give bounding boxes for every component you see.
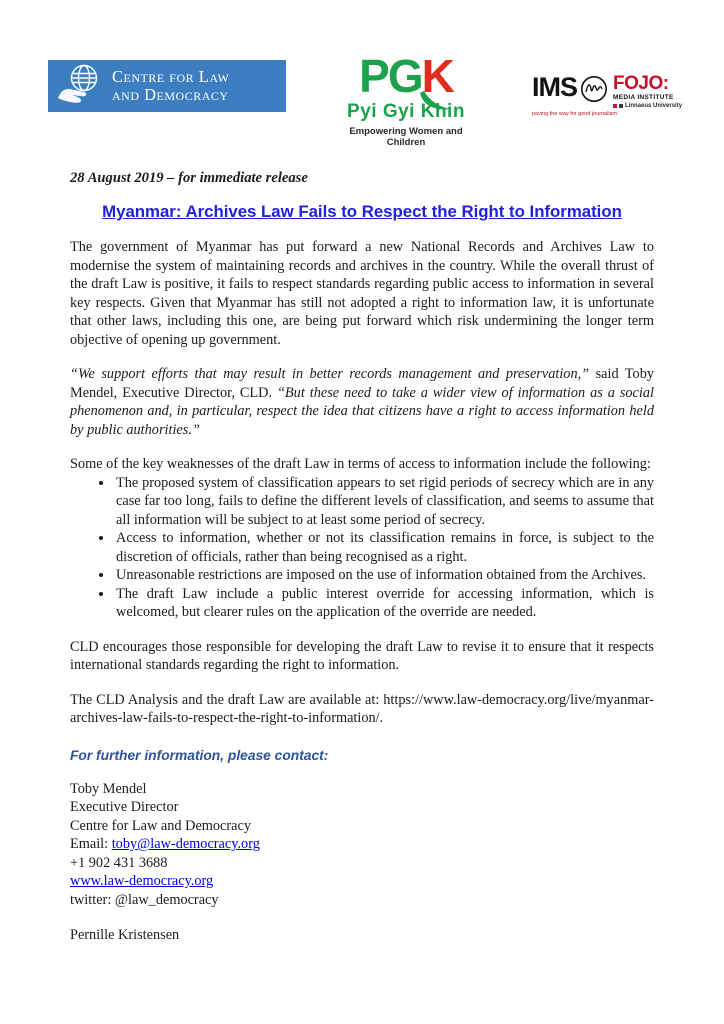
list-item: • Access to information, whether or not its classification remains in force, is subject to the discretion of officials, rather than being recognised as a right. bbox=[114, 529, 654, 566]
contact-website-line bbox=[70, 872, 654, 891]
ims-fojo-row bbox=[532, 74, 702, 109]
fojo-wordmark: FOJO: bbox=[613, 73, 669, 94]
linnaeus-university-label: Linnaeus University bbox=[625, 103, 683, 109]
paragraph-intro: The government of Myanmar has put forward a new National Records and Archives Law to modernise the system of maintaining records and archives in the country. While the overall thrust of the draft Law is positive, it fails to respect standards regarding public access to information in several key respects. Given that Myanmar has still not adopted a right to information law, it is unfortunate that other laws, including this one, are being put forward which risk undermining the longer term objective of opening up government. bbox=[70, 239, 654, 348]
quote-attribution: said Toby Mendel, Executive Director, CLD. bbox=[70, 366, 654, 401]
availability-url: https://www.law-democracy.org/live/myanmar-archives-law-fails-to-respect-the-right-to-information/ bbox=[70, 691, 654, 726]
fojo-block bbox=[613, 74, 682, 109]
contact-phone: +1 902 431 3688 bbox=[70, 854, 168, 871]
list-item: • The proposed system of classification appears to set rigid periods of secrecy which are in any case far too long, fails to define the different levels of classification, and seems to assume that all information will be subject to at least some period of secrecy. bbox=[114, 474, 654, 530]
ims-wordmark: IMS bbox=[532, 72, 578, 102]
paragraph-weaknesses-intro: Some of the key weaknesses of the draft Law in terms of access to information include the following: bbox=[70, 456, 651, 472]
quote-part-2: “But these need to take a wider view of information as a social phenomenon and, in particular, respect the idea that citizens have a right to access information held by public authorities.” bbox=[70, 384, 654, 438]
email-link[interactable]: toby@law-democracy.org bbox=[111, 836, 260, 852]
email-label: Email: bbox=[70, 836, 112, 852]
paragraph-encourage: CLD encourages those responsible for developing the draft Law to revise it to ensure that it respects international standards regarding the right to information. bbox=[70, 638, 654, 673]
linnaeus-university-line bbox=[613, 103, 682, 109]
second-contact-name: Pernille Kristensen bbox=[70, 927, 180, 943]
linnaeus-square-dark bbox=[619, 104, 623, 108]
ims-tagline: paving the way for good journalism bbox=[532, 111, 617, 117]
contact-org: Centre for Law and Democracy bbox=[70, 817, 252, 834]
availability-suffix: . bbox=[379, 710, 384, 726]
contact-block bbox=[70, 780, 654, 910]
pgk-logo bbox=[332, 50, 480, 149]
globe-in-hand-icon bbox=[54, 62, 106, 111]
list-item: • The draft Law include a public interest override for accessing information, which is welcomed, but clearer rules on the application of the override are needed. bbox=[114, 585, 654, 622]
paragraph-availability bbox=[70, 691, 654, 728]
availability-prefix: The CLD Analysis and the draft Law are available at: bbox=[70, 691, 384, 708]
fojo-subtitle: MEDIA INSTITUTE bbox=[613, 94, 674, 101]
document-body bbox=[0, 170, 724, 944]
contact-role: Executive Director bbox=[70, 799, 179, 815]
cld-logo bbox=[48, 60, 286, 112]
pgk-name: Pyi Gyi Khin bbox=[347, 101, 465, 123]
pgk-acronym-green: PG bbox=[359, 50, 422, 102]
linnaeus-square-red bbox=[613, 104, 617, 108]
cld-logo-line1: Centre for Law bbox=[112, 66, 230, 86]
cld-logo-line2: and Democracy bbox=[112, 85, 229, 104]
contact-twitter: twitter: @law_democracy bbox=[70, 891, 219, 908]
weaknesses-list bbox=[70, 474, 654, 622]
paragraph-quote bbox=[70, 365, 654, 439]
list-item: • Unreasonable restrictions are imposed on the use of information obtained from the Archives. bbox=[114, 566, 654, 585]
cld-logo-text bbox=[112, 68, 229, 105]
dateline: 28 August 2019 – for immediate release bbox=[70, 170, 308, 186]
contact-heading: For further information, please contact: bbox=[70, 747, 329, 763]
quote-part-1: “We support efforts that may result in better records management and preservation,” bbox=[70, 366, 590, 382]
page-title-text: Myanmar: Archives Law Fails to Respect the Right to Information bbox=[102, 202, 622, 221]
page-title bbox=[70, 202, 654, 222]
wave-circle-icon bbox=[580, 75, 608, 108]
website-link[interactable]: www.law-democracy.org bbox=[70, 873, 214, 889]
pgk-acronym-red: K bbox=[421, 50, 453, 102]
contact-email-line bbox=[70, 835, 654, 854]
logo-header bbox=[0, 0, 724, 152]
ims-fojo-logo bbox=[532, 74, 702, 117]
contact-name: Toby Mendel bbox=[70, 780, 147, 797]
pgk-tagline: Empowering Women and Children bbox=[349, 126, 463, 149]
